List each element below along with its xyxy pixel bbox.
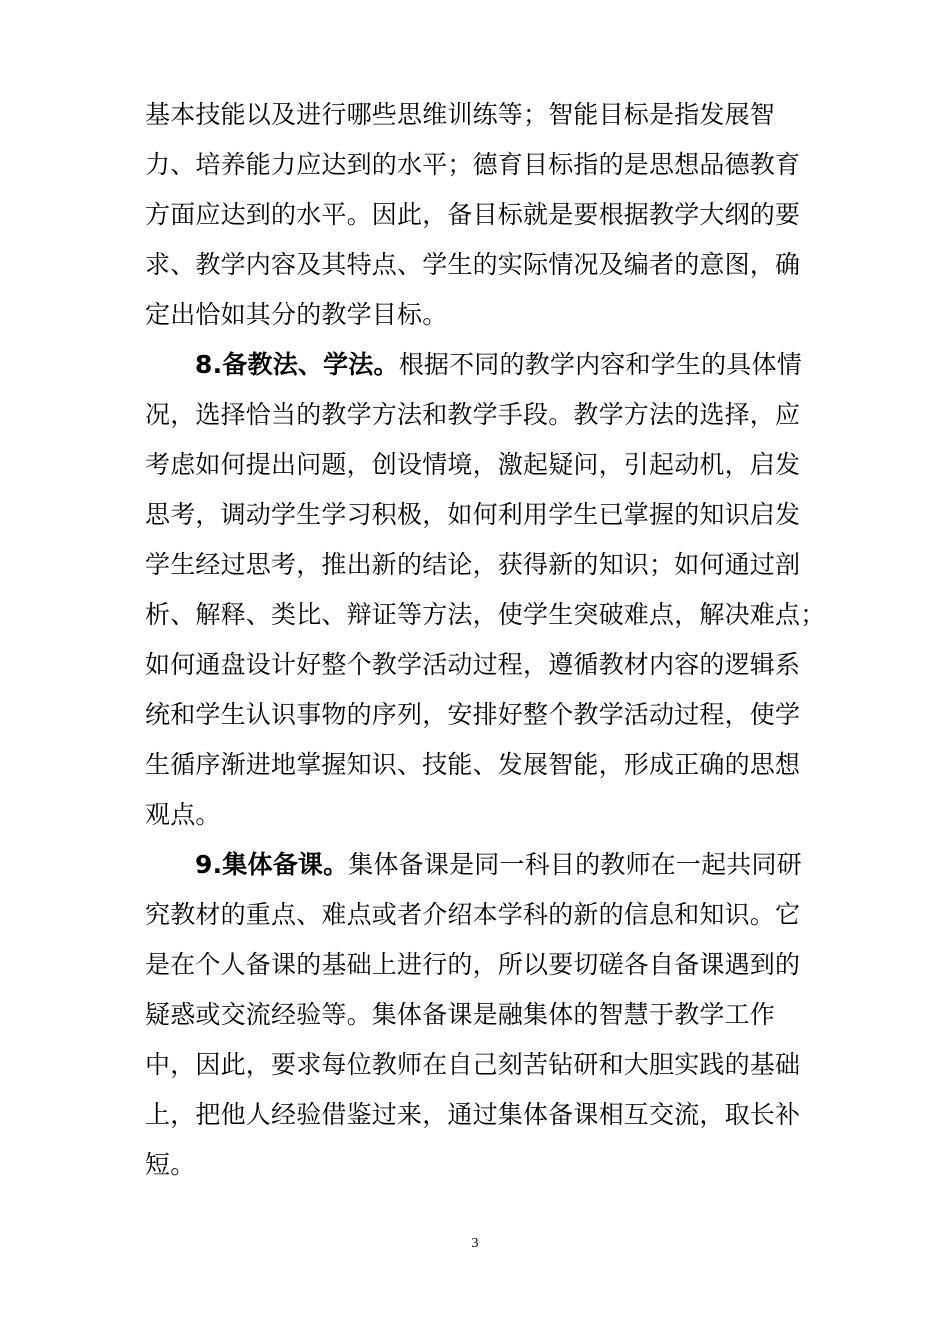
text-line: 求、教学内容及其特点、学生的实际情况及编者的意图，确: [145, 250, 801, 279]
text-line: 基本技能以及进行哪些思维训练等；智能目标是指发展智: [145, 100, 776, 129]
text-line: 方面应达到的水平。因此，备目标就是要根据教学大纲的要: [145, 200, 801, 229]
text-line: 生循序渐进地掌握知识、技能、发展智能，形成正确的思想: [145, 750, 801, 779]
section-8-heading: 8.备教法、学法。: [195, 350, 399, 379]
text-line: 中，因此，要求每位教师在自己刻苦钻研和大胆实践的基础: [145, 1050, 801, 1079]
text-line: 析、解释、类比、辩证等方法，使学生突破难点，解决难点；: [145, 600, 826, 629]
text-line: 上，把他人经验借鉴过来，通过集体备课相互交流，取长补: [145, 1100, 801, 1129]
section-9-first-line-text: 集体备课是同一科目的教师在一起共同研: [348, 850, 802, 879]
text-line: 究教材的重点、难点或者介绍本学科的新的信息和知识。它: [145, 900, 801, 929]
text-line: 如何通盘设计好整个教学活动过程，遵循教材内容的逻辑系: [145, 650, 801, 679]
section-8-first-line-text: 根据不同的教学内容和学生的具体情: [398, 350, 802, 379]
text-line: 是在个人备课的基础上进行的，所以要切磋各自备课遇到的: [145, 950, 801, 979]
text-line: 观点。: [145, 800, 221, 829]
text-line: 力、培养能力应达到的水平；德育目标指的是思想品德教育: [145, 150, 801, 179]
section-8-first-line: [195, 350, 802, 380]
text-line: 统和学生认识事物的序列，安排好整个教学活动过程，使学: [145, 700, 801, 729]
text-line: 考虑如何提出问题，创设情境，激起疑问，引起动机，启发: [145, 450, 801, 479]
text-line: 况，选择恰当的教学方法和教学手段。教学方法的选择，应: [145, 400, 801, 429]
text-line: 短。: [145, 1150, 196, 1179]
text-line: 思考，调动学生学习积极，如何利用学生已掌握的知识启发: [145, 500, 801, 529]
section-9-heading: 9.集体备课。: [195, 850, 349, 879]
text-line: 疑惑或交流经验等。集体备课是融集体的智慧于教学工作: [145, 1000, 776, 1029]
text-line: 学生经过思考，推出新的结论，获得新的知识；如何通过剖: [145, 550, 801, 579]
section-9-first-line: [195, 850, 802, 880]
text-line: 定出恰如其分的教学目标。: [145, 300, 448, 329]
page-number: 3: [471, 1236, 479, 1251]
